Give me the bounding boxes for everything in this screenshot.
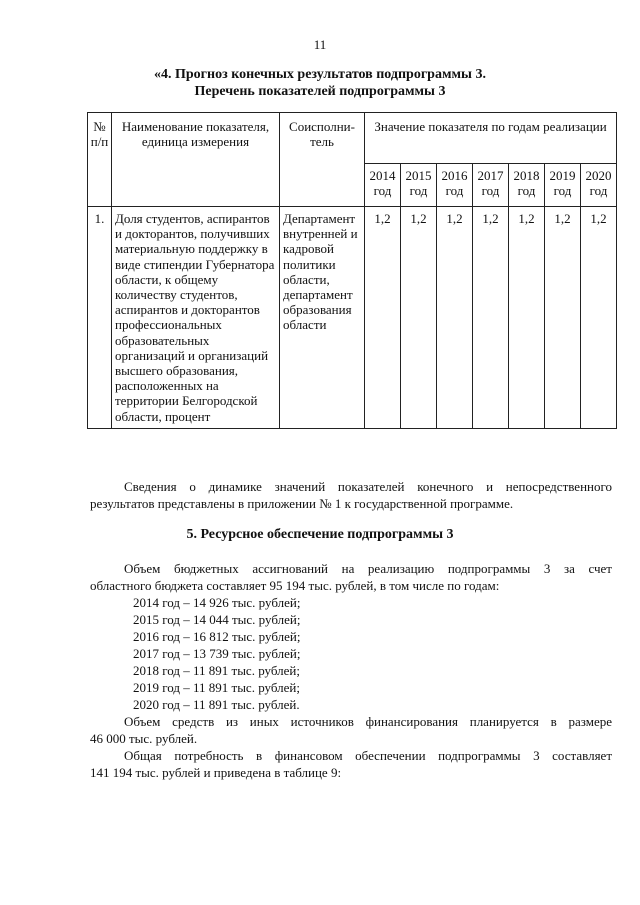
dynamics-note-line1: Сведения о динамике значений показателей конечного и непосредственного <box>124 479 612 494</box>
header-year: 2016 год <box>437 164 473 207</box>
budget-intro <box>90 560 612 594</box>
row-value: 1,2 <box>509 207 545 429</box>
section-4-heading <box>0 66 640 100</box>
total-need-line1: Общая потребность в финансовом обеспечении подпрограммы 3 составляет <box>124 748 612 763</box>
list-item: 2015 год – 14 044 тыс. рублей; <box>133 612 301 627</box>
row-value: 1,2 <box>581 207 617 429</box>
budget-by-year-list <box>133 594 300 713</box>
header-name: Наименование показателя, единица измерения <box>112 113 280 207</box>
header-year: 2020 год <box>581 164 617 207</box>
header-year: 2014 год <box>365 164 401 207</box>
total-need-line2: 141 194 тыс. рублей и приведена в таблице 9: <box>90 765 342 780</box>
budget-intro-line1: Объем бюджетных ассигнований на реализацию подпрограммы 3 за счет <box>124 561 612 576</box>
list-item: 2018 год – 11 891 тыс. рублей; <box>133 663 300 678</box>
other-sources-paragraph <box>90 713 612 747</box>
page-number: 11 <box>313 37 327 52</box>
row-value: 1,2 <box>365 207 401 429</box>
row-coexecutor: Департамент внутренней и кадровой политики области, департамент образования области <box>280 207 365 429</box>
dynamics-note <box>90 478 612 512</box>
dynamics-note-line2: результатов представлены в приложении № 1 к государственной программе. <box>90 496 514 511</box>
row-value: 1,2 <box>401 207 437 429</box>
row-value: 1,2 <box>473 207 509 429</box>
header-year: 2019 год <box>545 164 581 207</box>
list-item: 2016 год – 16 812 тыс. рублей; <box>133 629 301 644</box>
header-values-group: Значение показателя по годам реализации <box>365 113 617 164</box>
header-coexecutor: Соисполни-тель <box>280 113 365 207</box>
list-item: 2020 год – 11 891 тыс. рублей. <box>133 697 300 712</box>
list-item: 2017 год – 13 739 тыс. рублей; <box>133 646 301 661</box>
row-num: 1. <box>88 207 112 429</box>
section-4-title-line1: «4. Прогноз конечных результатов подпрограммы 3. <box>154 67 486 82</box>
header-year: 2015 год <box>401 164 437 207</box>
total-need-paragraph <box>90 747 612 781</box>
row-value: 1,2 <box>437 207 473 429</box>
indicators-table <box>87 112 617 429</box>
list-item: 2019 год – 11 891 тыс. рублей; <box>133 680 300 695</box>
budget-intro-line2: областного бюджета составляет 95 194 тыс. рублей, в том числе по годам: <box>90 578 500 593</box>
section-5-heading: 5. Ресурсное обеспечение подпрограммы 3 <box>186 527 454 542</box>
other-sources-line1: Объем средств из иных источников финансирования планируется в размере <box>124 714 612 729</box>
list-item: 2014 год – 14 926 тыс. рублей; <box>133 595 301 610</box>
section-4-title-line2: Перечень показателей подпрограммы 3 <box>194 84 446 99</box>
row-value: 1,2 <box>545 207 581 429</box>
row-indicator-name: Доля студентов, аспирантов и докторантов, получивших материальную поддержку в виде стипендии Губернатора области, к общему количеству студентов, аспирантов и докторантов профессиональных образовательных организаций и организаций высшего образования, расположенных на территории Белгородской области, процент <box>112 207 280 429</box>
header-num: № п/п <box>88 113 112 207</box>
header-year: 2017 год <box>473 164 509 207</box>
header-year: 2018 год <box>509 164 545 207</box>
table-row <box>88 207 617 429</box>
other-sources-line2: 46 000 тыс. рублей. <box>90 731 198 746</box>
